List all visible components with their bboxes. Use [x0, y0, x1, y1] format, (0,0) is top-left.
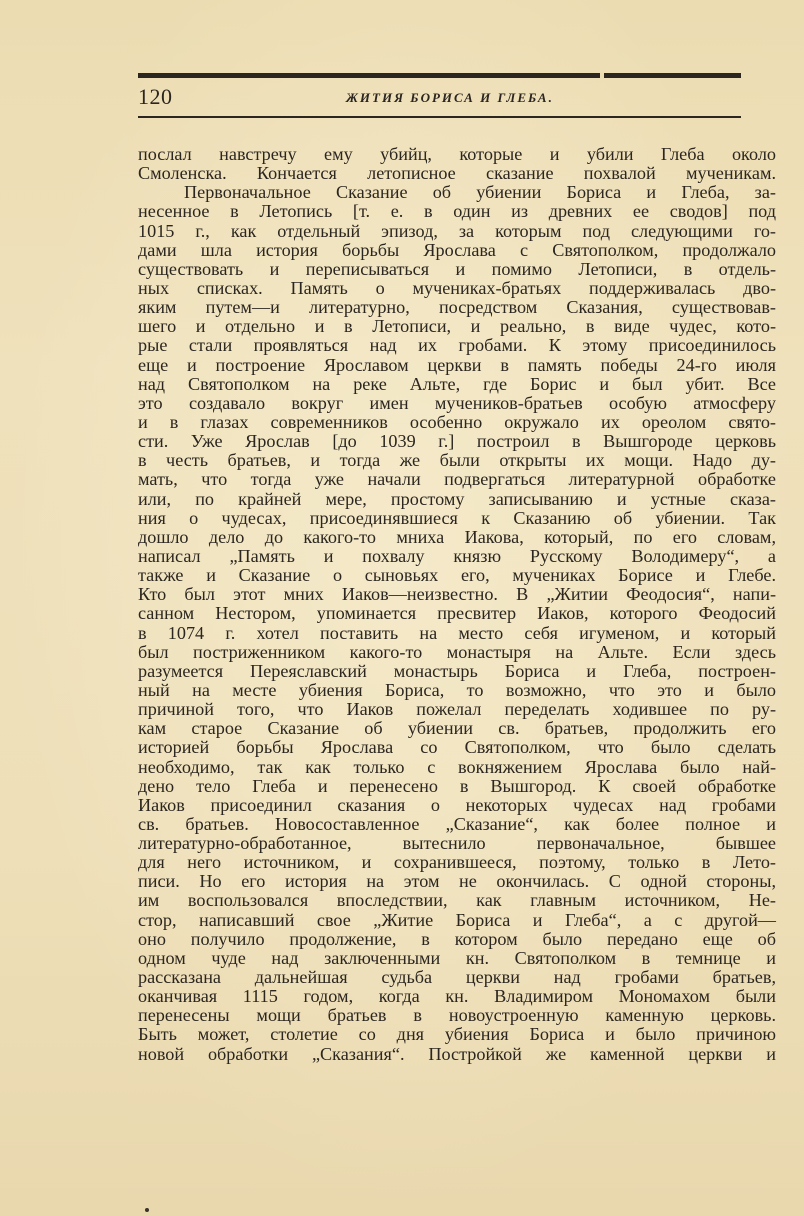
text-line: ный на месте убиения Бориса, то возможно, что это и было [138, 679, 776, 700]
text-line: и в глазах современников особенно окружало их ореолом свято- [138, 411, 776, 432]
header-rule-gap [600, 73, 604, 78]
body-text [138, 145, 776, 1064]
text-line: литературно-обработанное, вытеснило первоначальное, бывшее [138, 833, 776, 854]
paragraph-start-line: Первоначальное Сказание об убиении Бориса и Глеба, за- [184, 182, 776, 203]
text-line: одном чуде над заключенными кн. Святополком в темнице и [138, 947, 776, 968]
paper-speck [145, 1208, 149, 1212]
text-line: ния о чудесах, присоединявшиеся к Сказанию об убиении. Так [138, 507, 776, 528]
text-line: санном Нестором, упоминается пресвитер Иаков, которого Феодосий [138, 603, 776, 624]
text-line: Иаков присоединил сказания о некоторых чудесах над гробами [138, 794, 776, 815]
text-line: это создавало вокруг имен мучеников-братьев особую атмосферу [138, 392, 776, 413]
text-line: или, по крайней мере, простому записыванию и устные сказа- [138, 488, 776, 509]
text-line: им воспользовался впоследствии, как главным источником, Не- [138, 890, 776, 911]
text-line: также и Сказание о сыновьях его, мучениках Борисе и Глебе. [138, 565, 776, 586]
text-line: рассказана дальнейшая судьба церкви над гробами братьев, [138, 967, 776, 988]
page-number: 120 [138, 84, 173, 109]
running-head [138, 84, 741, 114]
text-line: необходимо, так как только с вокняжением Ярослава было най- [138, 756, 776, 777]
text-line: послал навстречу ему убийц, которые и убили Глеба около [138, 144, 776, 164]
text-line: дами шла история борьбы Ярослава с Святополком, продолжало [138, 239, 776, 260]
text-line: в 1074 г. хотел поставить на место себя игуменом, и который [138, 622, 776, 643]
text-line: Кто был этот мних Иаков—неизвестно. В „Житии Феодосия“, напи- [138, 584, 776, 605]
text-line: мать, что тогда уже начали подвергаться литературной обработке [138, 469, 776, 490]
text-line: дошло дело до какого-то мниха Иакова, который, по его словам, [138, 526, 776, 547]
text-line: в честь братьев, и тогда же были открыты их мощи. Надо ду- [138, 450, 776, 471]
text-line: сти. Уже Ярослав [до 1039 г.] построил в Вышгороде церковь [138, 431, 776, 452]
text-line: несенное в Летопись [т. е. в один из древних ее сводов] под [138, 201, 776, 222]
header-bottom-rule [138, 116, 741, 118]
text-line: ных списках. Память о мучениках-братьях поддерживалась дво- [138, 277, 776, 298]
text-line: был постриженником какого-то монастыря на Альте. Если здесь [138, 641, 776, 662]
text-line: историей борьбы Ярослава со Святополком, что было сделать [138, 737, 776, 758]
text-line: Смоленска. Кончается летописное сказание похвалой мученикам. [138, 163, 776, 184]
text-line: кам старое Сказание об убиении св. братьев, продолжить его [138, 718, 776, 739]
text-line: писи. Но его история на этом не окончилась. С одной стороны, [138, 871, 776, 892]
text-line: дено тело Глеба и перенесено в Вышгород. К своей обработке [138, 775, 776, 796]
text-line: 1015 г., как отдельный эпизод, за которым под следующими го- [138, 220, 776, 241]
text-line: новой обработки „Сказания“. Постройкой же каменной церкви и [138, 1043, 776, 1064]
running-title: ЖИТИЯ БОРИСА И ГЛЕБА. [346, 90, 554, 105]
text-line: шего и отдельно и в Летописи, и реально, в виде чудес, кото- [138, 316, 776, 337]
text-line: св. братьев. Новосоставленное „Сказание“, как более полное и [138, 813, 776, 834]
text-line: рые стали проявляться над их гробами. К этому присоединилось [138, 335, 776, 356]
text-line: перенесены мощи братьев в новоустроенную каменную церковь. [138, 1005, 776, 1026]
text-line: оно получило продолжение, в котором было передано еще об [138, 928, 776, 949]
text-line: над Святополком на реке Альте, где Борис и был убит. Все [138, 373, 776, 394]
text-line: написал „Память и похвалу князю Русскому Володимеру“, а [138, 545, 776, 566]
text-line: яким путем—и литературно, посредством Сказания, существовав- [138, 297, 776, 318]
text-line: разумеется Переяславский монастырь Бориса и Глеба, построен- [138, 660, 776, 681]
text-line: еще и построение Ярославом церкви в память победы 24-го июля [138, 354, 776, 375]
text-line: для него источником, и сохранившееся, поэтому, только в Лето- [138, 852, 776, 873]
text-line: стор, написавший свое „Житие Бориса и Глеба“, а с другой— [138, 909, 776, 930]
text-line: существовать и переписываться и помимо Летописи, в отдель- [138, 258, 776, 279]
text-line: Быть может, столетие со дня убиения Бориса и было причиною [138, 1024, 776, 1045]
text-line: оканчивая 1115 годом, когда кн. Владимиром Мономахом были [138, 986, 776, 1007]
header-top-rule [138, 73, 741, 78]
text-line: причиной того, что Иаков пожелал переделать ходившее по ру- [138, 699, 776, 720]
